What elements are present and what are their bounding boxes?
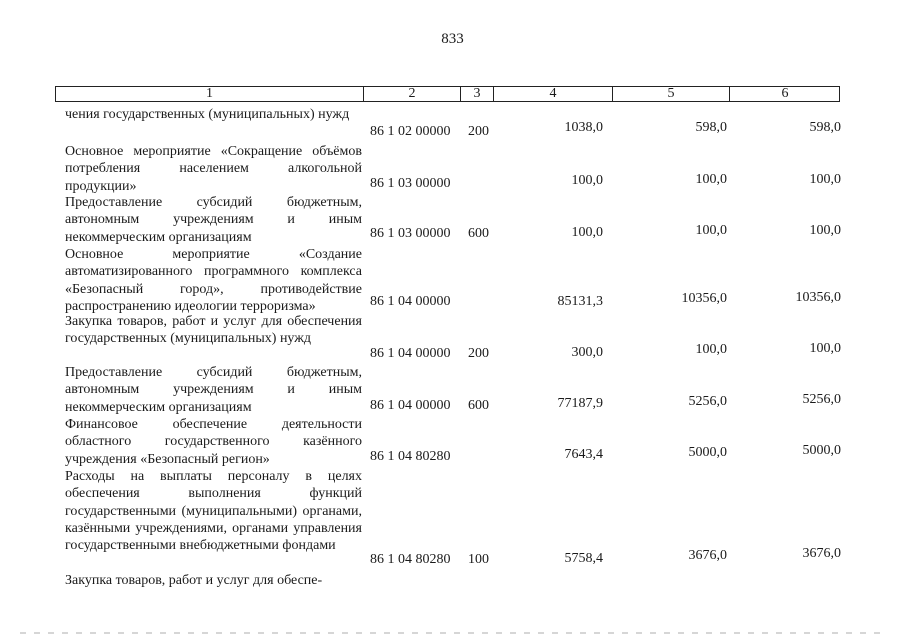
row-amount-col5: 598,0	[695, 120, 727, 135]
row-code: 86 1 03 00000	[370, 226, 451, 241]
row-name: Закупка товаров, работ и услуг для обеспе-	[65, 573, 323, 588]
row-amount-col4: 100,0	[571, 225, 603, 240]
page-number: 833	[441, 31, 464, 47]
row-amount-col4: 1038,0	[564, 120, 603, 135]
scan-artifact-line	[20, 632, 885, 634]
row-expense-type: 600	[468, 398, 489, 413]
row-amount-col6: 100,0	[809, 341, 841, 356]
row-name: Расходы на выплаты персоналу в целях обеспечения выполнения функций государственными (муниципальными) органами, казёнными учреждениями, органами управления государственными внебюджетными фондами	[65, 469, 362, 554]
table-header	[55, 86, 840, 102]
row-amount-col6: 3676,0	[802, 546, 841, 561]
row-code: 86 1 04 00000	[370, 346, 451, 361]
row-code: 86 1 04 00000	[370, 398, 451, 413]
row-name: Предоставление субсидий бюджетным, автономным учреждениям и иным некоммерческим организациям	[65, 365, 362, 415]
row-amount-col5: 100,0	[695, 223, 727, 238]
row-code: 86 1 04 00000	[370, 294, 451, 309]
row-expense-type: 600	[468, 226, 489, 241]
header-col-1: 1	[206, 86, 213, 101]
row-name: Закупка товаров, работ и услуг для обеспечения государственных (муниципальных) нужд	[65, 314, 362, 347]
header-col-4: 4	[549, 86, 557, 101]
row-code: 86 1 02 00000	[370, 124, 451, 139]
row-code: 86 1 04 80280	[370, 449, 451, 464]
row-amount-col4: 85131,3	[557, 294, 603, 309]
header-col-6: 6	[781, 86, 789, 101]
row-amount-col6: 100,0	[809, 223, 841, 238]
row-code: 86 1 03 00000	[370, 176, 451, 191]
row-amount-col5: 5000,0	[688, 445, 727, 460]
row-amount-col6: 5256,0	[802, 392, 841, 407]
header-col-3: 3	[473, 86, 481, 101]
row-expense-type: 100	[468, 552, 489, 567]
row-amount-col4: 5758,4	[564, 551, 603, 566]
row-expense-type: 200	[468, 124, 489, 139]
row-amount-col4: 7643,4	[564, 447, 603, 462]
row-amount-col5: 100,0	[695, 172, 727, 187]
header-col-2: 2	[408, 86, 416, 101]
row-code: 86 1 04 80280	[370, 552, 451, 567]
row-amount-col5: 3676,0	[688, 548, 727, 563]
row-name: Предоставление субсидий бюджетным, автономным учреждениям и иным некоммерческим организациям	[65, 195, 362, 245]
row-amount-col5: 10356,0	[681, 291, 727, 306]
row-amount-col5: 100,0	[695, 342, 727, 357]
row-amount-col5: 5256,0	[688, 394, 727, 409]
row-amount-col6: 100,0	[809, 172, 841, 187]
row-name: Основное мероприятие «Создание автоматизированного программного комплекса «Безопасный город», противодействие распространению идеологии терроризма»	[65, 247, 362, 314]
row-amount-col6: 5000,0	[802, 443, 841, 458]
row-name: Финансовое обеспечение деятельности областного государственного казённого учреждения «Безопасный регион»	[65, 417, 362, 467]
row-expense-type: 200	[468, 346, 489, 361]
row-amount-col4: 77187,9	[557, 396, 603, 411]
header-col-5: 5	[667, 86, 675, 101]
row-amount-col6: 10356,0	[795, 290, 841, 305]
row-amount-col4: 100,0	[571, 173, 603, 188]
row-amount-col4: 300,0	[571, 345, 603, 360]
row-name: Основное мероприятие «Сокращение объёмов потребления населением алкогольной продукции»	[65, 144, 362, 194]
row-amount-col6: 598,0	[809, 120, 841, 135]
row-name: чения государственных (муниципальных) нужд	[65, 107, 350, 122]
